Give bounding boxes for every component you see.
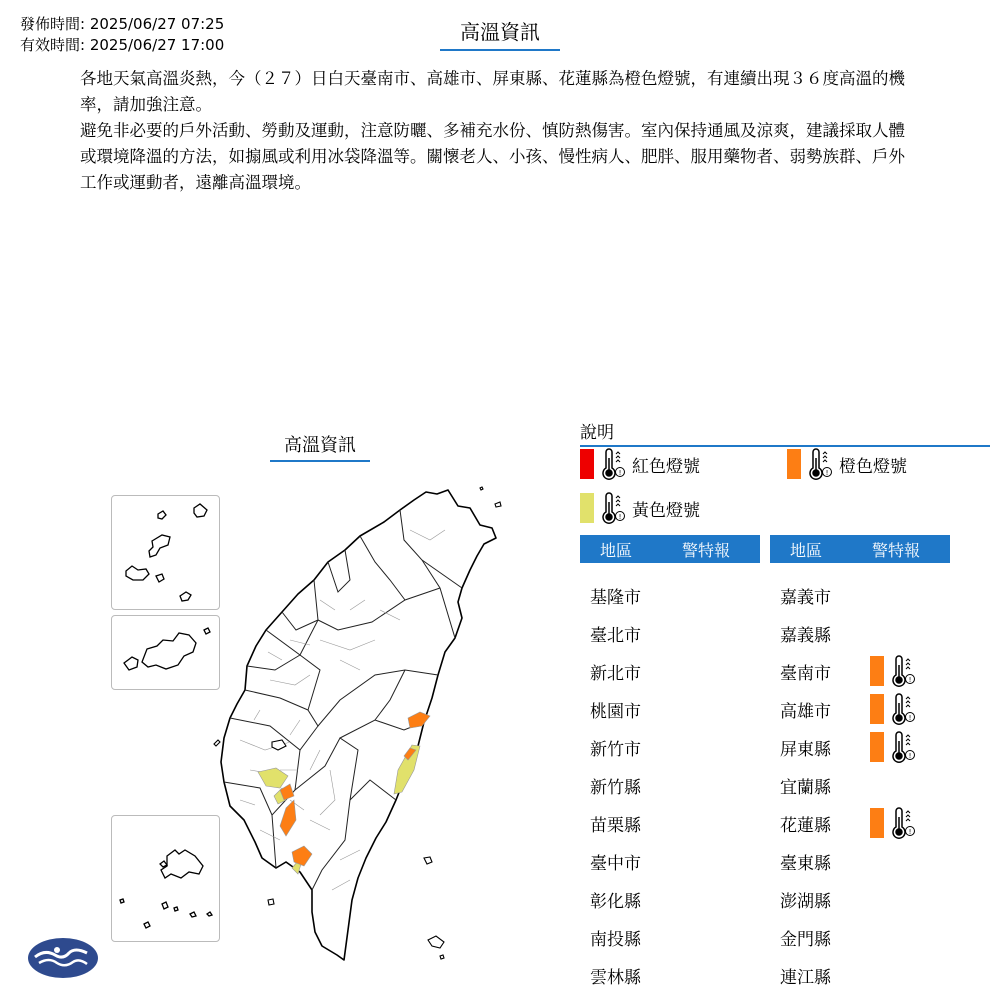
valid-time: 有效時間: 2025/06/27 17:00 — [20, 36, 225, 54]
orange-swatch — [870, 732, 884, 762]
region-name: 花蓮縣 — [780, 815, 831, 836]
page-title: 高溫資訊 — [440, 16, 560, 51]
orange-swatch — [870, 656, 884, 686]
thermometer-icon — [805, 448, 833, 480]
table-row — [580, 652, 760, 690]
region-name: 南投縣 — [590, 929, 641, 950]
thermometer-icon — [598, 492, 626, 524]
region-name: 高雄市 — [780, 701, 831, 722]
table-row — [580, 614, 760, 652]
table-row — [580, 918, 760, 956]
thermometer-icon — [888, 731, 916, 763]
table-row — [580, 576, 760, 614]
legend-orange — [787, 448, 907, 480]
table-row — [770, 842, 950, 880]
region-name: 屏東縣 — [780, 739, 831, 760]
table-row — [580, 690, 760, 728]
thermometer-icon — [598, 448, 626, 480]
taiwan-outline — [221, 490, 496, 960]
taiwan-map — [200, 470, 530, 990]
table-row — [770, 956, 950, 994]
svg-text:!: ! — [908, 714, 912, 722]
table-row — [770, 690, 950, 728]
warning-indicator — [870, 655, 922, 687]
col-region: 地區 — [599, 540, 632, 560]
region-name: 桃園市 — [590, 701, 641, 722]
table-header-left — [580, 535, 760, 563]
region-name: 臺東縣 — [780, 853, 831, 874]
region-name: 彰化縣 — [590, 891, 641, 912]
table-row — [580, 766, 760, 804]
warning-indicator — [870, 693, 922, 725]
region-name: 澎湖縣 — [780, 891, 831, 912]
svg-text:!: ! — [908, 676, 912, 684]
region-name: 新竹市 — [590, 739, 641, 760]
legend-yellow — [580, 492, 700, 524]
region-name: 連江縣 — [780, 967, 831, 988]
advisory-paragraph-1: 各地天氣高溫炎熱，今（２７）日白天臺南市、高雄市、屏東縣、花蓮縣為橙色燈號，有連續出現３６度高溫的機率，請加強注意。 — [80, 69, 905, 114]
advisory-text — [80, 66, 920, 196]
table-row — [770, 614, 950, 652]
table-row — [770, 576, 950, 614]
region-name: 嘉義縣 — [780, 625, 831, 646]
region-name: 臺南市 — [780, 663, 831, 684]
thermometer-icon — [888, 693, 916, 725]
table-row — [770, 880, 950, 918]
orange-swatch — [787, 449, 801, 479]
yellow-swatch — [580, 493, 594, 523]
col-warning: 警特報 — [871, 540, 920, 560]
region-name: 嘉義市 — [780, 587, 831, 608]
issue-info — [20, 14, 224, 56]
region-name: 新北市 — [590, 663, 641, 684]
orange-swatch — [870, 694, 884, 724]
table-row — [580, 956, 760, 994]
thermometer-icon — [888, 807, 916, 839]
orange-swatch — [870, 808, 884, 838]
legend-red-label: 紅色燈號 — [632, 456, 700, 477]
table-row — [770, 804, 950, 842]
cwa-logo — [27, 937, 99, 979]
region-name: 臺中市 — [590, 853, 641, 874]
issued-time: 發佈時間: 2025/06/27 07:25 — [20, 15, 225, 33]
legend-red — [580, 448, 700, 480]
svg-text:!: ! — [908, 828, 912, 836]
svg-text:!: ! — [618, 513, 622, 521]
region-name: 基隆市 — [590, 587, 641, 608]
thermometer-icon — [888, 655, 916, 687]
warning-indicator — [870, 807, 922, 839]
svg-text:!: ! — [825, 469, 829, 477]
legend-title: 說明 — [580, 418, 990, 447]
table-row — [770, 918, 950, 956]
region-name: 雲林縣 — [590, 967, 641, 988]
svg-text:!: ! — [618, 469, 622, 477]
col-region: 地區 — [789, 540, 822, 560]
region-name: 新竹縣 — [590, 777, 641, 798]
warning-indicator — [870, 731, 922, 763]
col-warning: 警特報 — [681, 540, 730, 560]
table-row — [770, 766, 950, 804]
table-row — [580, 880, 760, 918]
table-header-right — [770, 535, 950, 563]
advisory-paragraph-2: 避免非必要的戶外活動、勞動及運動，注意防曬、多補充水份、慎防熱傷害。室內保持通風及涼爽，建議採取人體或環境降溫的方法，如搧風或利用冰袋降溫等。關懷老人、小孩、慢性病人、肥胖、服用藥物者、弱勢族群、戶外工作或運動者，遠離高溫環境。 — [80, 121, 905, 192]
table-row — [580, 728, 760, 766]
region-name: 金門縣 — [780, 929, 831, 950]
table-row — [580, 842, 760, 880]
region-name: 宜蘭縣 — [780, 777, 831, 798]
table-row — [770, 728, 950, 766]
legend-orange-label: 橙色燈號 — [839, 456, 907, 477]
legend-yellow-label: 黃色燈號 — [632, 500, 700, 521]
table-row — [580, 804, 760, 842]
table-row — [770, 652, 950, 690]
region-name: 臺北市 — [590, 625, 641, 646]
svg-text:!: ! — [908, 752, 912, 760]
map-title: 高溫資訊 — [270, 431, 370, 462]
red-swatch — [580, 449, 594, 479]
region-name: 苗栗縣 — [590, 815, 641, 836]
